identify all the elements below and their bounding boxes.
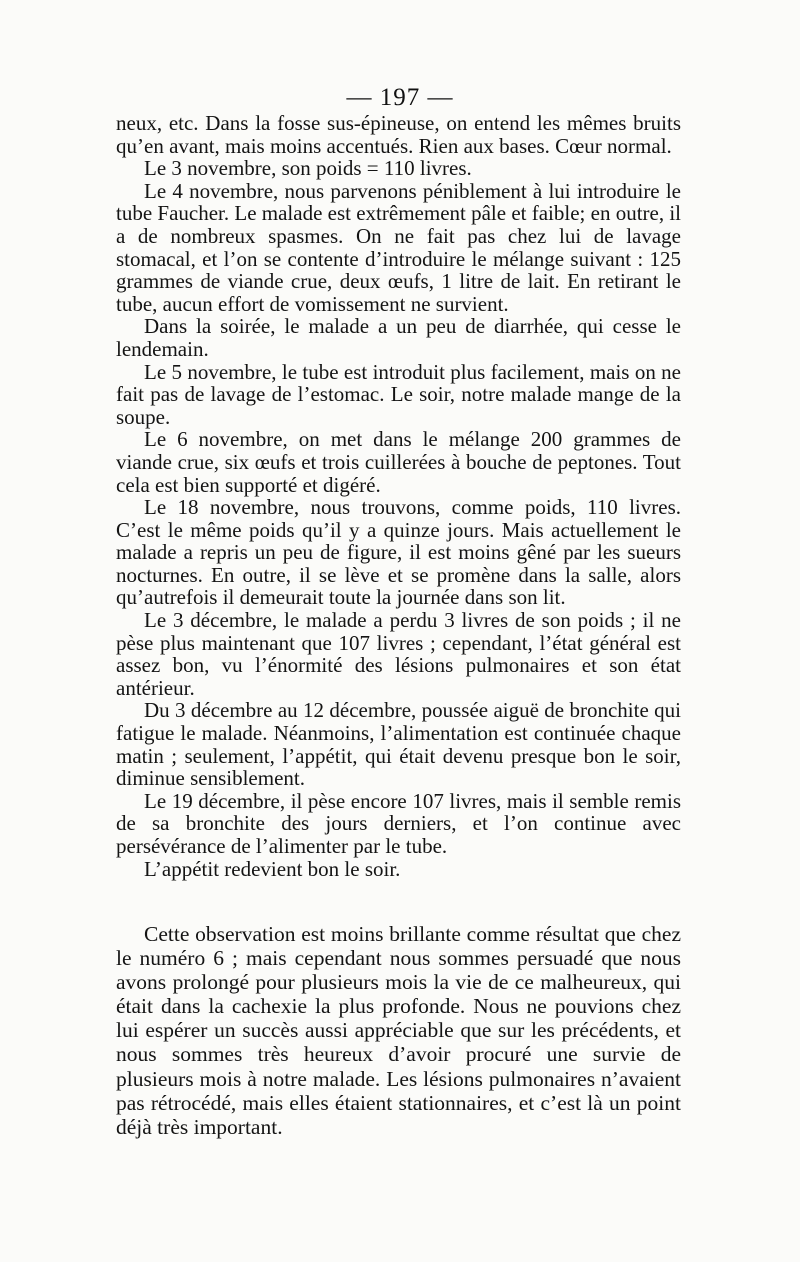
paragraph: Le 3 novembre, son poids = 110 livres.: [144, 156, 472, 181]
page-number: — 197 —: [346, 84, 454, 111]
paragraph: Le 6 novembre, on met dans le mélange 200 grammes de viande crue, six œufs et trois cuillerées à bouche de peptones. Tout cela est bien supporté et digéré.: [116, 427, 681, 497]
conclusion-paragraph: Cette observation est moins brillante comme résultat que chez le numéro 6 ; mais cependant nous sommes persuadé que nous avons prolongé pour plusieurs mois la vie de ce malheureux, qui était dans la cachexie la plus profonde. Nous ne pouvions chez lui espérer un succès aussi appréciable que sur les précédents, et nous sommes très heureux d’avoir procuré une survie de plusieurs mois à notre malade. Les lésions pulmonaires n’avaient pas rétrocédé, mais elles étaient stationnaires, et c’est là un point déjà très important.: [116, 922, 681, 1139]
paragraph: Dans la soirée, le malade a un peu de diarrhée, qui cesse le lendemain.: [116, 314, 681, 361]
paragraph: Le 5 novembre, le tube est introduit plus facilement, mais on ne fait pas de lavage de l’estomac. Le soir, notre malade mange de la soupe.: [116, 359, 681, 429]
paragraph: Le 19 décembre, il pèse encore 107 livres, mais il semble remis de sa bronchite des jours derniers, et l’on continue avec persévérance de l’alimenter par le tube.: [116, 788, 681, 858]
paragraph: Le 18 novembre, nous trouvons, comme poids, 110 livres. C’est le même poids qu’il y a quinze jours. Mais actuellement le malade a repris un peu de figure, il est moins gêné par les sueurs nocturnes. En outre, il se lève et se promène dans la salle, alors qu’autrefois il demeurait toute la journée dans son lit.: [116, 495, 681, 610]
conclusion-text: [116, 922, 681, 1139]
paragraph: L’appétit redevient bon le soir.: [144, 856, 401, 881]
paragraph: Le 4 novembre, nous parvenons péniblement à lui introduire le tube Faucher. Le malade est extrêmement pâle et faible; en outre, il a de nombreux spasmes. On ne fait pas chez lui de lavage stomacal, et l’on se contente d’introduire le mélange suivant : 125 grammes de viande crue, deux œufs, 1 litre de lait. En retirant le tube, aucun effort de vomissement ne survient.: [116, 178, 682, 316]
paragraph: Le 3 décembre, le malade a perdu 3 livres de son poids ; il ne pèse plus maintenant que 107 livres ; cependant, l’état général est assez bon, vu l’énormité des lésions pulmonaires et son état antérieur.: [116, 608, 681, 700]
observation-text: [116, 112, 681, 880]
paragraph: Du 3 décembre au 12 décembre, poussée aiguë de bronchite qui fatigue le malade. Néanmoins, l’alimentation est continuée chaque matin ; seulement, l’appétit, qui était devenu presque bon le soir, diminue sensiblement.: [116, 698, 681, 791]
paragraph-continuation: neux, etc. Dans la fosse sus-épineuse, on entend les mêmes bruits qu’en avant, mais moins accentués. Rien aux bases. Cœur normal.: [116, 111, 681, 158]
